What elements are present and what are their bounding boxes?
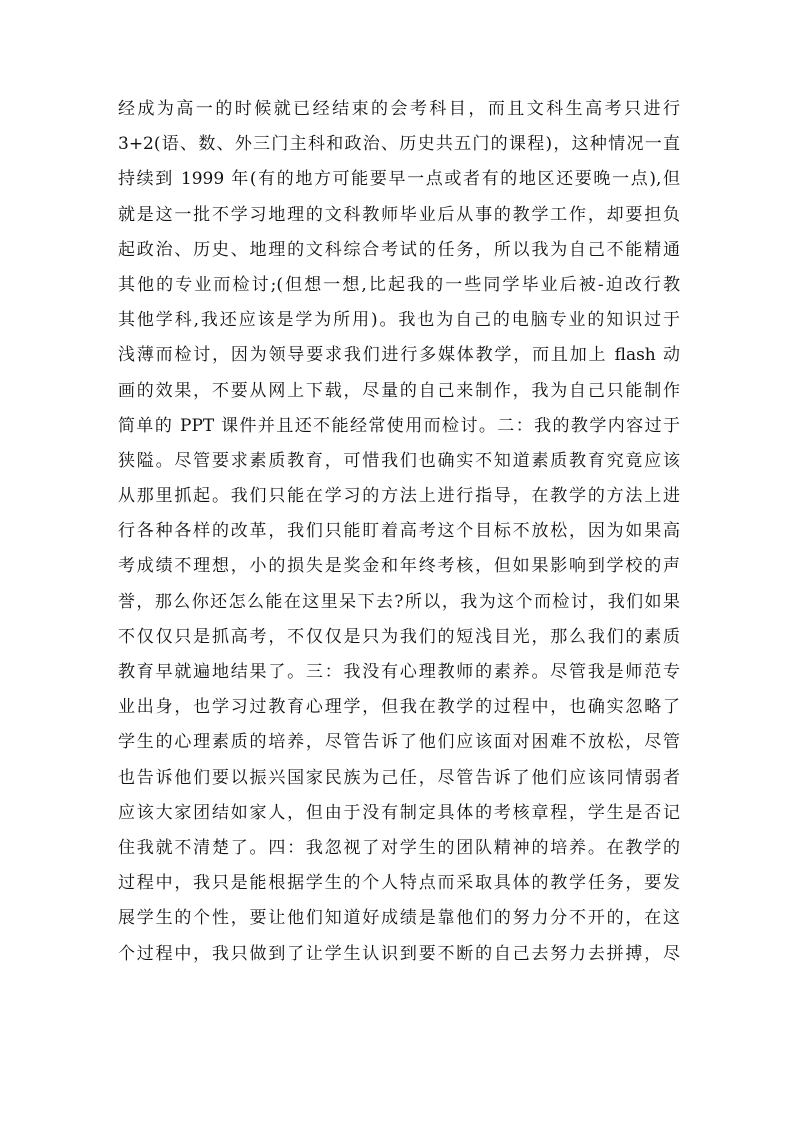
text-line: 也告诉他们要以振兴国家民族为己任，尽管告诉了他们应该同情弱者 <box>118 767 680 788</box>
text-line: 不仅仅只是抓高考，不仅仅是只为我们的短浅目光，那么我们的素质 <box>118 626 680 647</box>
text-line: 过程中，我只是能根据学生的个人特点而采取具体的教学任务，要发 <box>118 873 680 894</box>
text-line: 简单的 PPT 课件并且还不能经常使用而检讨。二：我的教学内容过于 <box>118 415 680 436</box>
text-line: 考成绩不理想，小的损失是奖金和年终考核，但如果影响到学校的声 <box>118 556 680 577</box>
text-line: 从那里抓起。我们只能在学习的方法上进行指导，在教学的方法上进 <box>118 486 680 507</box>
text-line: 行各种各样的改革，我们只能盯着高考这个目标不放松，因为如果高 <box>118 521 680 542</box>
text-line: 狭隘。尽管要求素质教育，可惜我们也确实不知道素质教育究竟应该 <box>118 450 680 471</box>
text-line: 应该大家团结如家人，但由于没有制定具体的考核章程，学生是否记 <box>118 802 680 823</box>
text-line: 3+2(语、数、外三门主科和政治、历史共五门的课程)，这种情况一直 <box>118 134 680 155</box>
text-line: 经成为高一的时候就已经结束的会考科目，而且文科生高考只进行 <box>118 99 680 119</box>
text-line: 持续到 1999 年(有的地方可能要早一点或者有的地区还要晚一点),但 <box>118 169 680 190</box>
body-text <box>118 92 680 972</box>
text-line: 学生的心理素质的培养，尽管告诉了他们应该面对困难不放松，尽管 <box>118 732 680 753</box>
text-line: 其他学科,我还应该是学为所用)。我也为自己的电脑专业的知识过于 <box>118 310 680 331</box>
text-line: 起政治、历史、地理的文科综合考试的任务，所以我为自己不能精通 <box>118 239 680 260</box>
text-line: 其他的专业而检讨;(但想一想,比起我的一些同学毕业后被-迫改行教 <box>118 274 680 295</box>
text-line: 浅薄而检讨，因为领导要求我们进行多媒体教学，而且加上 flash 动 <box>118 345 680 366</box>
text-line: 誉，那么你还怎么能在这里呆下去?所以，我为这个而检讨，我们如果 <box>118 591 680 612</box>
text-line: 就是这一批不学习地理的文科教师毕业后从事的教学工作，却要担负 <box>118 204 680 225</box>
text-line: 住我就不清楚了。四：我忽视了对学生的团队精神的培养。在教学的 <box>118 837 680 858</box>
text-line: 画的效果，不要从网上下载，尽量的自己来制作，我为自己只能制作 <box>118 380 680 401</box>
text-line: 业出身，也学习过教育心理学，但我在教学的过程中，也确实忽略了 <box>118 697 680 718</box>
text-line: 教育早就遍地结果了。三：我没有心理教师的素养。尽管我是师范专 <box>118 662 680 682</box>
text-line: 展学生的个性，要让他们知道好成绩是靠他们的努力分不开的，在这 <box>118 908 680 929</box>
text-line: 个过程中，我只做到了让学生认识到要不断的自己去努力去拼搏，尽 <box>118 943 680 964</box>
